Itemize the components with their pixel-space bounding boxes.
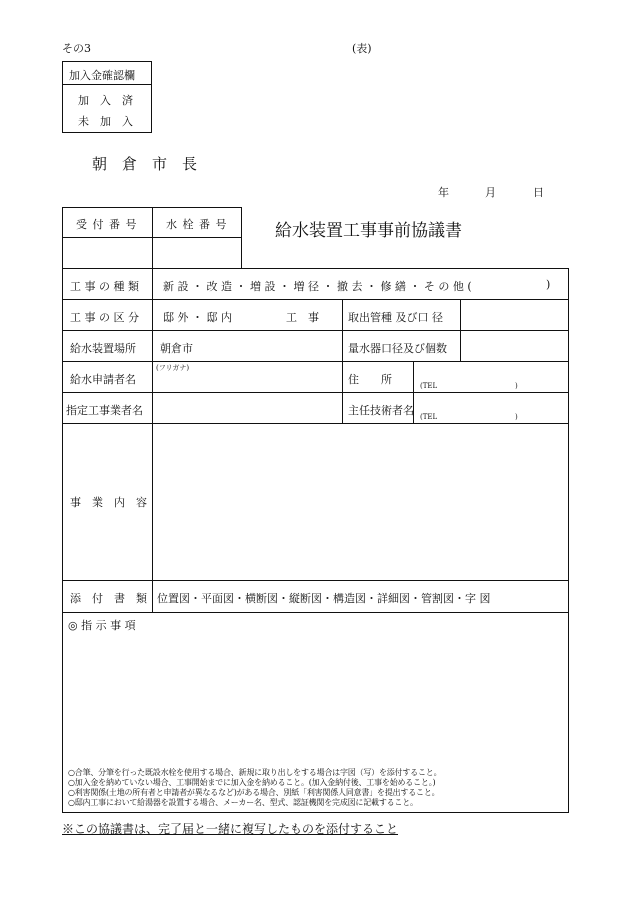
main-table xyxy=(62,268,569,813)
work-division-value: 邸 外 ・ 邸 内 xyxy=(163,311,232,324)
joined-option: 加 入 済 xyxy=(78,94,133,107)
location-label: 給水装置場所 xyxy=(70,342,136,355)
side-label: (表) xyxy=(352,42,372,55)
work-division-label: 工 事 の 区 分 xyxy=(70,311,139,324)
furigana-label: (フリガナ) xyxy=(156,364,190,372)
work-division-suffix: 工 事 xyxy=(286,311,319,324)
work-type-options: 新 設 ・ 改 造 ・ 増 設 ・ 増 径 ・ 撤 去 ・ 修 繕 ・ そ の 他 ( xyxy=(163,280,472,293)
address-tel-open: (TEL xyxy=(420,382,438,390)
form-title: 給水装置工事事前協議書 xyxy=(275,221,462,241)
location-value: 朝倉市 xyxy=(160,342,193,355)
engineer-tel-open: (TEL xyxy=(420,413,438,421)
address-tel-close: ) xyxy=(515,382,518,390)
addressee: 朝 倉 市 長 xyxy=(92,155,198,173)
form-number: その3 xyxy=(62,42,91,55)
date-year: 年 xyxy=(438,186,449,199)
not-joined-option: 未 加 入 xyxy=(78,115,133,128)
attachments-label: 添 付 書 類 xyxy=(70,592,147,605)
footer-note: ※この協議書は、完了届と一緒に複写したものを添付すること xyxy=(62,822,399,836)
attachments-value: 位置図・平面図・横断図・縦断図・構造図・詳細図・管割図・字 図 xyxy=(157,592,491,605)
applicant-label: 給水申請者名 xyxy=(70,373,136,386)
confirm-box-title: 加入金確認欄 xyxy=(69,69,135,82)
reception-number-label: 受 付 番 号 xyxy=(76,218,138,231)
work-type-label: 工 事 の 種 類 xyxy=(70,280,139,293)
business-content-label: 事 業 内 容 xyxy=(70,496,147,509)
work-type-close: ) xyxy=(546,278,551,291)
intake-label: 取出管種 及び口 径 xyxy=(348,311,443,324)
note-4: ○邸内工事において給湯器を設置する場合、メーカー名、型式、認証機関を完成図に記載すること。 xyxy=(68,798,418,807)
note-1: ○合筆、分筆を行った既設水栓を使用する場合、新規に取り出しをする場合は字図（写）を添付すること。 xyxy=(68,768,442,777)
note-3: ○利害関係(土地の所有者と申請者が異なるなど)がある場合、別紙「利害関係人同意書」を提出すること。 xyxy=(68,788,440,797)
plug-number-label: 水 栓 番 号 xyxy=(166,218,228,231)
date-month: 月 xyxy=(485,186,496,199)
note-2: ○加入金を納めていない場合、工事開始までに加入金を納めること。(加入金納付後、工事を始めること。) xyxy=(68,778,436,787)
date-day: 日 xyxy=(533,186,544,199)
meter-label: 量水器口径及び個数 xyxy=(348,342,447,355)
instructions-label: ◎ 指 示 事 項 xyxy=(68,619,136,632)
engineer-tel-close: ) xyxy=(515,413,518,421)
contractor-label: 指定工事業者名 xyxy=(66,404,143,417)
engineer-label: 主任技術者名 xyxy=(348,404,414,417)
address-label: 住 所 xyxy=(348,373,392,386)
